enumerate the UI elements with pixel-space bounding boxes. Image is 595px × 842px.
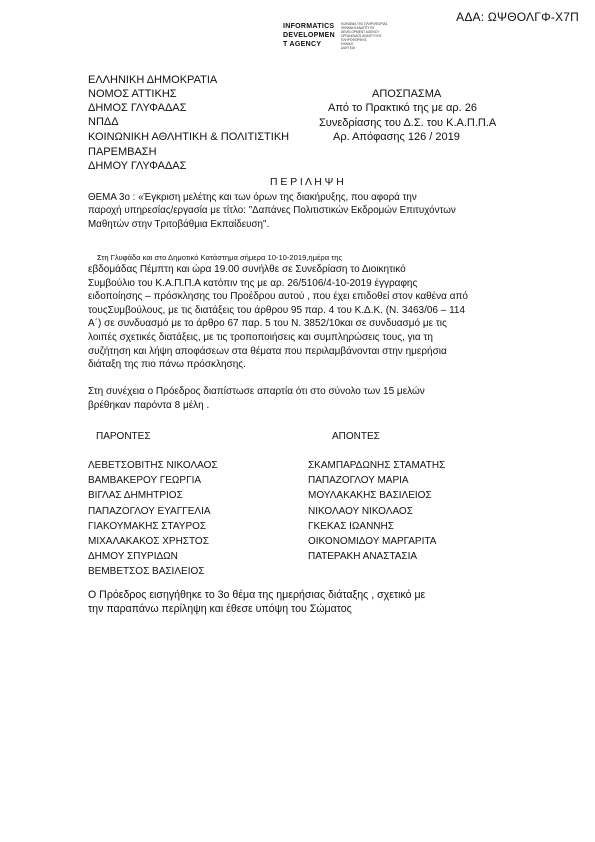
topic-line: Μαθητών στην Τριτοβάθμια Εκπαίδευση".	[88, 218, 270, 230]
present-member: ΒΑΜΒΑΚΕΡΟΥ ΓΕΩΡΓΙΑ	[88, 475, 202, 487]
body-line: συζήτηση και λήψη αποφάσεων στα θέματα που περιλαμβάνονται στην ημερήσια	[88, 345, 447, 357]
logo-small-line: ΨΗΦΙΑΚΗ ΑΝΑΠΤΥΞΗ	[341, 26, 374, 30]
session-ref: Συνεδρίασης του Δ.Σ. του Κ.Α.Π.Π.Α	[319, 117, 497, 129]
absent-member: ΠΑΠΑΖΟΓΛΟΥ ΜΑΡΙΑ	[308, 475, 409, 487]
absent-member: ΜΟΥΛΑΚΑΚΗΣ ΒΑΣΙΛΕΙΟΣ	[308, 490, 432, 502]
quorum-line: βρέθηκαν παρόντα 8 μέλη .	[88, 400, 210, 411]
org-country: ΕΛΛΗΝΙΚΗ ΔΗΜΟΚΡΑΤΙΑ	[88, 74, 218, 86]
logo-small-line: ΔΙΑΥΓΕΙΑ	[341, 46, 355, 50]
org-name-line2: ΠΑΡΕΜΒΑΣΗ	[88, 146, 157, 158]
present-member: ΛΕΒΕΤΣΟΒΙΤΗΣ ΝΙΚΟΛΑΟΣ	[88, 460, 218, 471]
logo-small-line: DEVELOPMENT AGENCY	[341, 30, 380, 34]
present-member: ΓΙΑΚΟΥΜΑΚΗΣ ΣΤΑΥΡΟΣ	[88, 520, 207, 532]
diavgeia-logo	[283, 22, 403, 58]
absent-member: ΝΙΚΟΛΑΟΥ ΝΙΚΟΛΑΟΣ	[308, 505, 413, 517]
topic-line: παροχή υπηρεσίας/εργασία με τίτλο: "Δαπάνες Πολιτιστικών Εκδρομών Επιτυχόντων	[88, 205, 456, 217]
body-line: Α΄) σε συνδυασμό με το άρθρο 67 παρ. 5 του Ν. 3852/10και σε συνδυασμό με τις	[88, 318, 447, 330]
present-header: ΠΑΡΟΝΤΕΣ	[96, 431, 151, 442]
logo-small-line: ΕΘΝΙΚΟ	[341, 42, 354, 46]
quorum-line: Στη συνέχεια ο Πρόεδρος διαπίστωσε απαρτία ότι στο σύνολο των 15 μελών	[88, 386, 425, 397]
closing-paragraph	[88, 588, 528, 616]
present-member: ΠΑΠΑΖΟΓΛΟΥ ΕΥΑΓΓΕΛΙΑ	[88, 505, 211, 517]
body-line: εβδομάδας Πέμπτη και ώρα 19.00 συνήλθε σε Συνεδρίαση το Διοικητικό	[88, 264, 406, 275]
intro-line: Στη Γλυφάδα και στο Δημοτικό Κατάστημα σήμερα 10-10-2019,ημέρα της	[97, 253, 343, 262]
quorum-paragraph	[88, 385, 516, 413]
logo-small-line: ΚΟΙΝΩΝΙΑ ΤΗΣ ΠΛΗΡΟΦΟΡΙΑΣ	[341, 22, 388, 26]
closing-line: Ο Πρόεδρος εισηγήθηκε το 3ο θέμα της ημερήσιας διάταξης , σχετικό με	[88, 589, 426, 601]
document-title: Π Ε Ρ Ι Λ Η Ψ Η	[270, 177, 344, 188]
absent-list	[308, 458, 445, 564]
logo-line: INFORMATICS	[283, 23, 335, 30]
present-member: ΜΙΧΑΛΑΚΑΚΟΣ ΧΡΗΣΤΟΣ	[88, 536, 209, 548]
extract-label: ΑΠΟΣΠΑΣΜΑ	[372, 88, 442, 100]
topic-line: ΘΕΜΑ 3ο : «Έγκριση μελέτης και των όρων της διακήρυξης, που αφορά την	[88, 192, 417, 203]
absent-member: ΠΑΤΕΡΑΚΗ ΑΝΑΣΤΑΣΙΑ	[308, 551, 418, 563]
org-name-line3: ΔΗΜΟΥ ΓΛΥΦΑΔΑΣ	[88, 160, 187, 172]
org-type: ΝΠΔΔ	[88, 116, 119, 128]
absent-member: ΟΙΚΟΝΟΜΙΔΟΥ ΜΑΡΓΑΡΙΤΑ	[308, 536, 437, 548]
absent-header: ΑΠΟΝΤΕΣ	[332, 431, 380, 442]
logo-line: DEVELOPMEN	[283, 32, 336, 39]
absent-member: ΣΚΑΜΠΑΡΔΩΝΗΣ ΣΤΑΜΑΤΗΣ	[308, 460, 446, 471]
ada-code: ΑΔΑ: ΩΨΘΟΛΓΦ-Χ7Π	[456, 10, 579, 24]
body-line: ειδοποίησης – πρόσκλησης του Προέδρου αυτού , που έχει επιδοθεί στον καθένα από	[88, 291, 468, 303]
body-line: τουςΣυμβούλους, με τις διατάξεις του άρθρου 95 παρ. 4 του Κ.Δ.Κ. (Ν. 3463/06 – 114	[88, 304, 466, 316]
logo-small-line: ΟΡΓΑΝΙΣΜΟΣ ΑΝΑΠΤΥΞΗΣ	[341, 34, 382, 38]
org-name: ΚΟΙΝΩΝΙΚΗ ΑΘΛΗΤΙΚΗ & ΠΟΛΙΤΙΣΤΙΚΗ	[88, 131, 290, 143]
topic-block	[88, 191, 516, 231]
absent-member: ΓΚΕΚΑΣ ΙΩΑΝΝΗΣ	[308, 520, 394, 532]
present-member: ΔΗΜΟΥ ΣΠΥΡΙΔΩΝ	[88, 551, 178, 563]
present-member: ΒΙΓΛΑΣ ΔΗΜΗΤΡΙΟΣ	[88, 490, 183, 502]
minutes-ref: Από το Πρακτικό της με αρ. 26	[328, 102, 477, 114]
org-municipality: ΔΗΜΟΣ ΓΛΥΦΑΔΑΣ	[88, 102, 187, 114]
closing-line: την παραπάνω περίληψη και έθεσε υπόψη του Σώματος	[88, 603, 352, 616]
logo-line: T AGENCY	[283, 41, 322, 48]
decision-number: Αρ. Απόφασης 126 / 2019	[333, 131, 460, 143]
org-prefecture: ΝΟΜΟΣ ΑΤΤΙΚΗΣ	[88, 88, 177, 100]
body-line: διάταξη της πιο πάνω πρόσκλησης.	[88, 359, 246, 371]
body-line: λοιπές σχετικές διατάξεις, με τις τροποποιήσεις και συμπληρώσεις τους, για τη	[88, 331, 433, 343]
present-member: ΒΕΜΒΕΤΣΟΣ ΒΑΣΙΛΕΙΟΣ	[88, 566, 205, 578]
body-line: Συμβούλιο του Κ.Α.Π.Π.Α κατόπιν της με αρ. 26/5106/4-10-2019 έγγραφης	[88, 277, 418, 289]
body-paragraph	[88, 263, 516, 372]
logo-small-line: ΠΛΗΡΟΦΟΡΙΚΗΣ	[341, 38, 367, 42]
present-list	[88, 458, 218, 580]
